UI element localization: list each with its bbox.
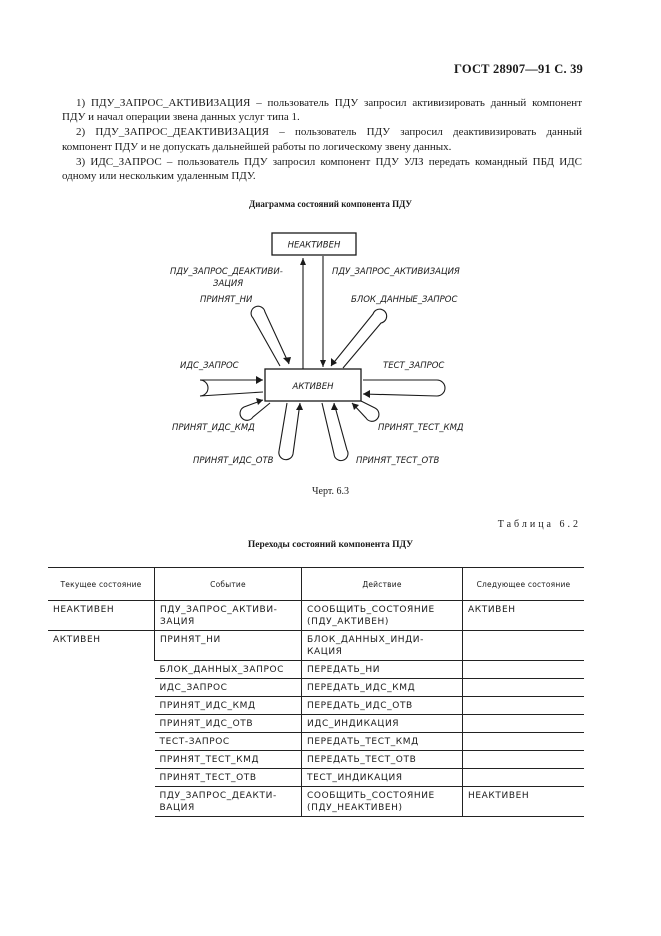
cell-next (463, 631, 585, 661)
cell-next (463, 661, 585, 679)
loop-arrowhead (331, 403, 338, 410)
header-event: Событие (155, 568, 302, 601)
loop-arrowhead (296, 403, 303, 410)
loop-blok (331, 309, 387, 368)
loop-prinyat-ids-kmd (240, 400, 270, 420)
paragraph-1: 1) ПДУ_ЗАПРОС_АКТИВИЗАЦИЯ – пользователь ПДУ запросил активизировать данный компонент ПДУ и начал операции звена данных услуг типа 1. (62, 97, 582, 124)
table-row (48, 631, 584, 661)
cell-event: ПДУ_ЗАПРОС_ДЕАКТИ-ВАЦИЯ (155, 787, 302, 817)
loop-prinyat-ni (251, 306, 289, 366)
label-ids-zapros: ИДС_ЗАПРОС (180, 361, 239, 371)
cell-event: ПРИНЯТ_ТЕСТ_КМД (155, 751, 302, 769)
table-header-row (48, 568, 584, 601)
loop-arrowhead (363, 390, 370, 398)
label-prinyat-ids-kmd: ПРИНЯТ_ИДС_КМД (172, 423, 255, 433)
cell-event: ТЕСТ-ЗАПРОС (155, 733, 302, 751)
loop-arrowhead (256, 398, 263, 405)
cell-action: ПЕРЕДАТЬ_НИ (302, 661, 463, 679)
label-test-zapros: ТЕСТ_ЗАПРОС (383, 361, 445, 371)
header-action: Действие (302, 568, 463, 601)
table-title: Переходы состояний компонента ПДУ (247, 540, 414, 550)
header-current-state: Текущее состояние (48, 568, 155, 601)
loop-ids-zapros (200, 380, 263, 396)
label-prinyat-test-kmd: ПРИНЯТ_ТЕСТ_КМД (378, 423, 464, 433)
cell-action: ПЕРЕДАТЬ_ИДС_КМД (302, 679, 463, 697)
cell-event: ПДУ_ЗАПРОС_АКТИВИ-ЗАЦИЯ (155, 601, 302, 631)
cell-event: ИДС_ЗАПРОС (155, 679, 302, 697)
table-row (48, 601, 584, 631)
cell-next: АКТИВЕН (463, 601, 585, 631)
cell-next (463, 697, 585, 715)
diagram-title: Диаграмма состояний компонента ПДУ (249, 199, 412, 209)
cell-state: НЕАКТИВЕН (53, 605, 115, 615)
cell-next (463, 751, 585, 769)
label-deactivate-line2: ЗАЦИЯ (213, 279, 244, 289)
transitions-table (48, 567, 584, 817)
page-header: ГОСТ 28907—91 С. 39 (454, 62, 583, 76)
cell-next (463, 679, 585, 697)
intro-paragraphs (62, 96, 582, 184)
cell-event: ПРИНЯТ_НИ (155, 631, 302, 661)
loop-prinyat-test-kmd (352, 401, 379, 421)
figure-caption: Черт. 6.3 (312, 486, 349, 497)
cell-action: ПЕРЕДАТЬ_ИДС_ОТВ (302, 697, 463, 715)
cell-action: ИДС_ИНДИКАЦИЯ (302, 715, 463, 733)
label-prinyat-ni: ПРИНЯТ_НИ (200, 295, 253, 305)
state-active-label: АКТИВЕН (292, 382, 334, 392)
cell-event: ПРИНЯТ_ИДС_КМД (155, 697, 302, 715)
cell-action: ПЕРЕДАТЬ_ТЕСТ_КМД (302, 733, 463, 751)
loop-prinyat-test-otv (322, 403, 348, 461)
cell-next (463, 715, 585, 733)
label-activate: ПДУ_ЗАПРОС_АКТИВИЗАЦИЯ (332, 267, 460, 277)
state-inactive-label: НЕАКТИВЕН (287, 240, 341, 251)
cell-action: СООБЩИТЬ_СОСТОЯНИЕ (ПДУ_НЕАКТИВЕН) (302, 787, 463, 817)
cell-action: БЛОК_ДАННЫХ_ИНДИ-КАЦИЯ (302, 631, 463, 661)
header-next-state: Следующее состояние (463, 568, 585, 601)
loop-test-zapros (363, 380, 445, 396)
paragraph-3: 3) ИДС_ЗАПРОС – пользователь ПДУ запросил компонент ПДУ УЛЗ передать командный ПБД ИДС одному или нескольким удаленным ПДУ. (62, 155, 582, 183)
cell-next (463, 769, 585, 787)
cell-event: БЛОК_ДАННЫХ_ЗАПРОС (155, 661, 302, 679)
cell-action: ТЕСТ_ИНДИКАЦИЯ (302, 769, 463, 787)
cell-action: ПЕРЕДАТЬ_ТЕСТ_ОТВ (302, 751, 463, 769)
cell-state: АКТИВЕН (48, 631, 155, 817)
label-prinyat-test-otv: ПРИНЯТ_ТЕСТ_ОТВ (356, 456, 440, 466)
cell-next: НЕАКТИВЕН (463, 787, 585, 817)
loop-arrowhead (283, 357, 291, 364)
label-deactivate-line1: ПДУ_ЗАПРОС_ДЕАКТИВИ- (170, 267, 283, 277)
cell-action: СООБЩИТЬ_СОСТОЯНИЕ (ПДУ_АКТИВЕН) (302, 601, 463, 631)
loop-prinyat-ids-otv (279, 403, 300, 460)
loop-arrowhead (256, 376, 263, 384)
table-number: Таблица 6.2 (497, 519, 581, 530)
cell-event: ПРИНЯТ_ТЕСТ_ОТВ (155, 769, 302, 787)
cell-next (463, 733, 585, 751)
label-blok: БЛОК_ДАННЫЕ_ЗАПРОС (351, 295, 458, 305)
paragraph-2: 2) ПДУ_ЗАПРОС_ДЕАКТИВИЗАЦИЯ – пользователь ПДУ запросил деактивизировать данный компонент ПДУ и не допускать дальнейшей работы по логическому звену данных. (62, 126, 582, 153)
state-diagram (0, 214, 661, 476)
cell-event: ПРИНЯТ_ИДС_ОТВ (155, 715, 302, 733)
label-prinyat-ids-otv: ПРИНЯТ_ИДС_ОТВ (193, 456, 274, 466)
